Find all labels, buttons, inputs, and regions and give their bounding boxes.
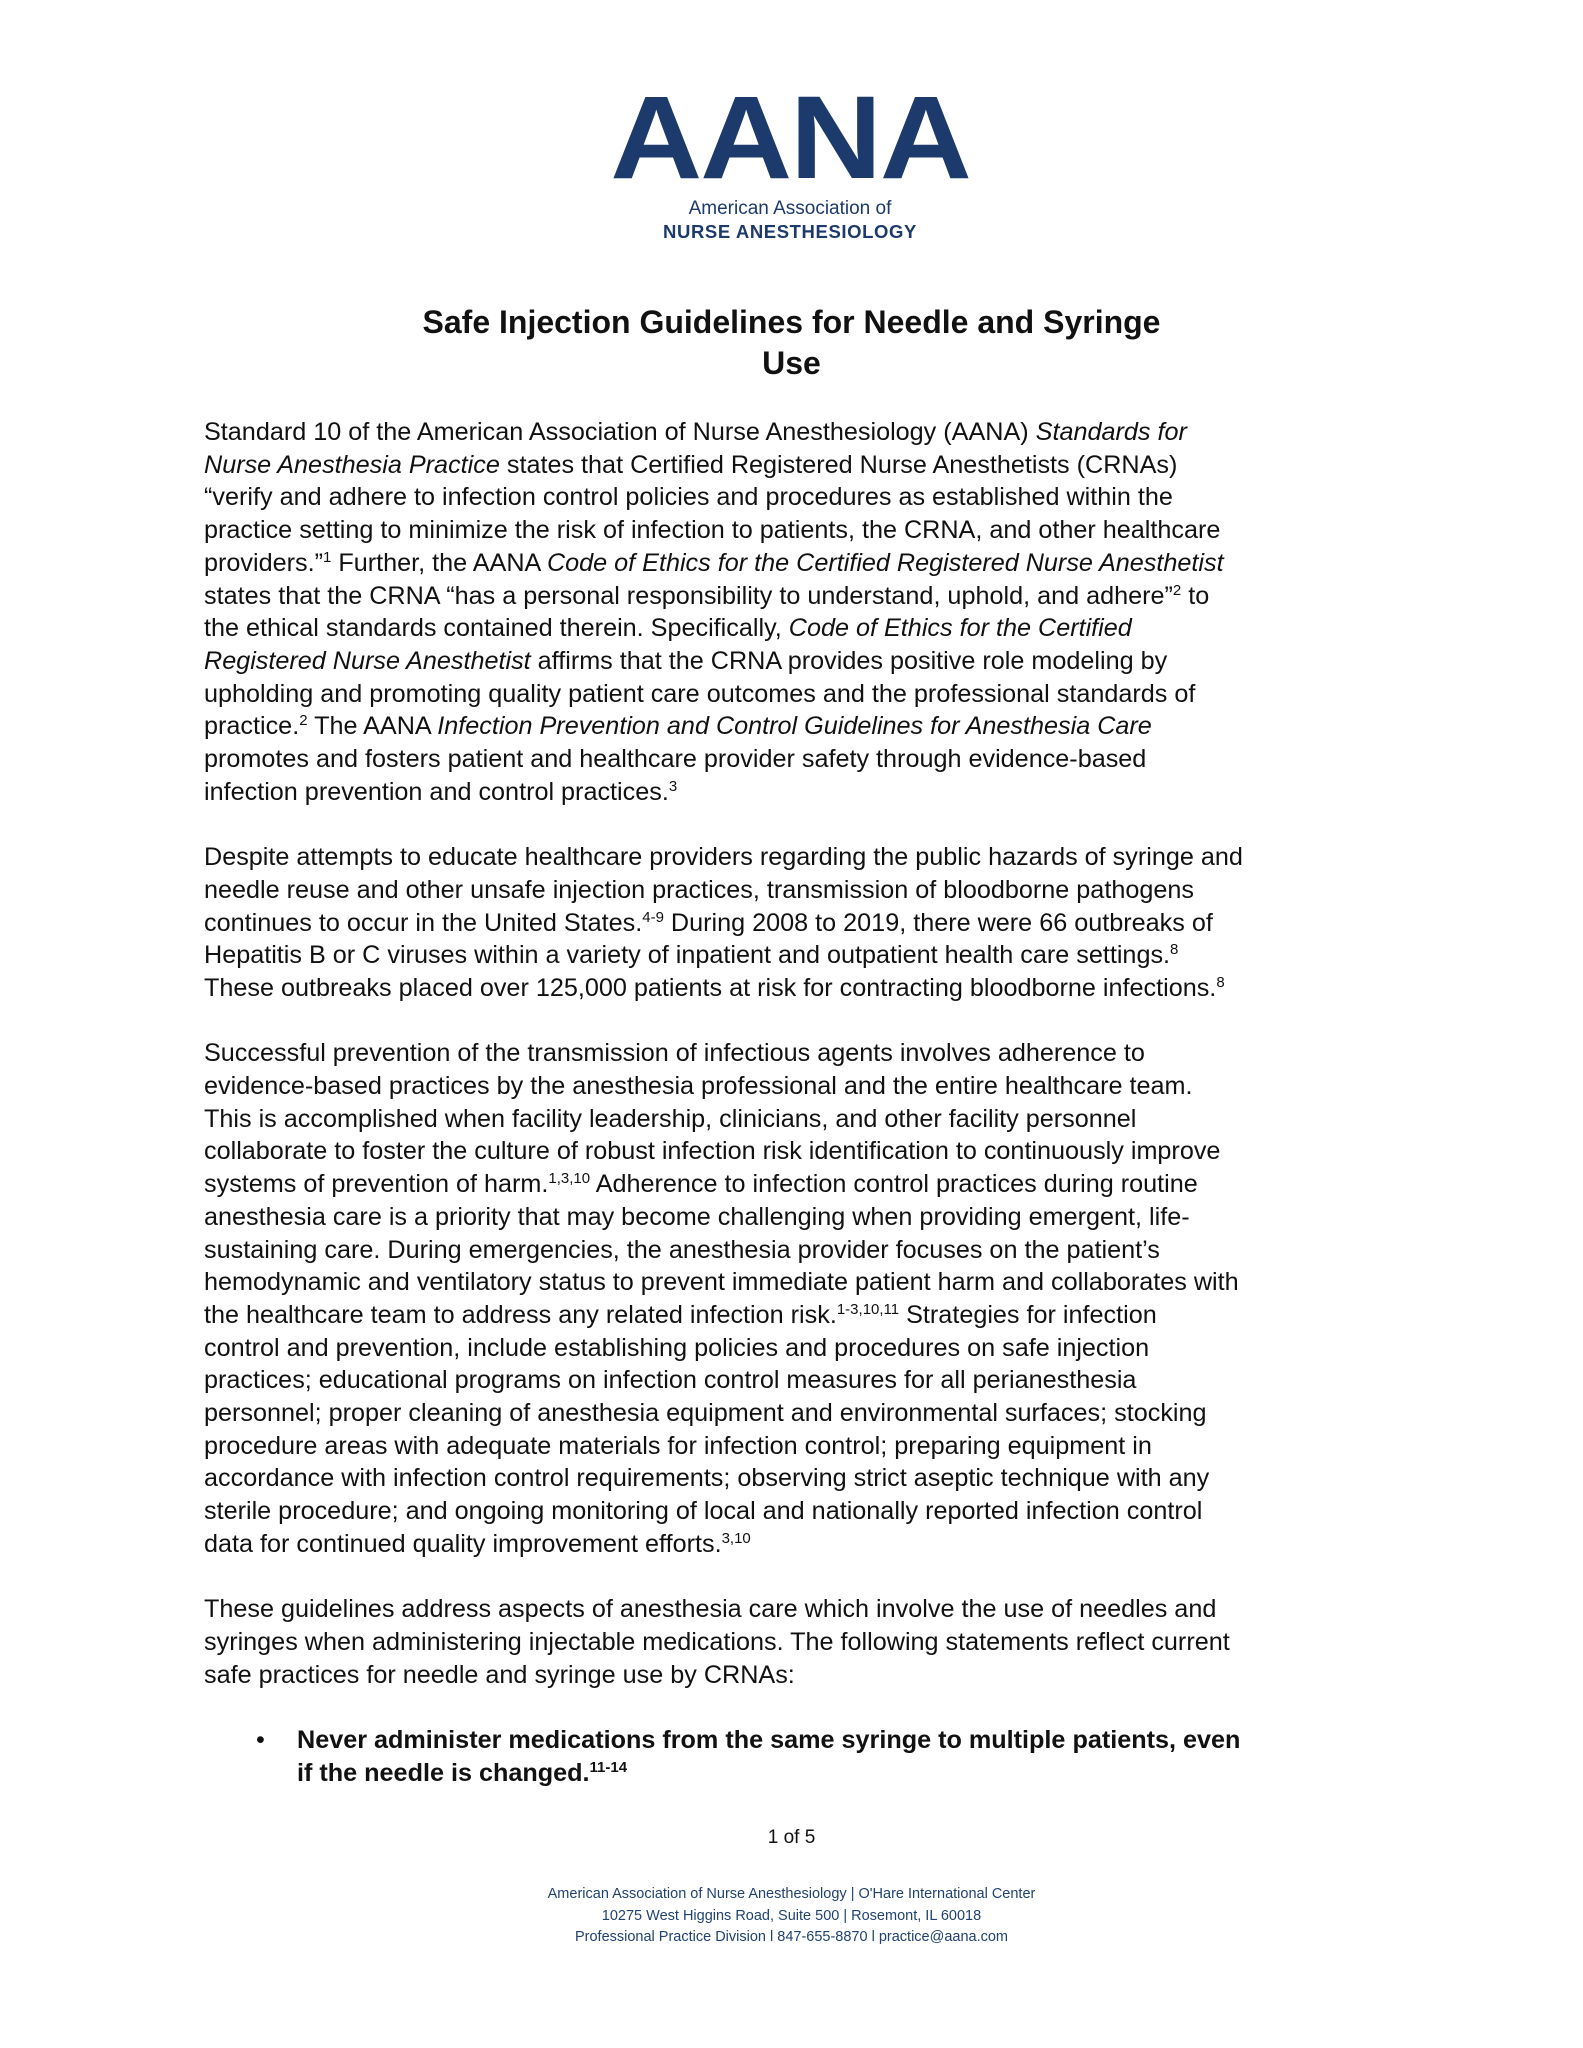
paragraph-line (204, 547, 1379, 580)
paragraph-line (204, 645, 1379, 678)
italic-title-text: Code of Ethics for the Certified (788, 614, 1132, 643)
paragraph-line (204, 907, 1379, 940)
body-text: Standard 10 of the American Association of Nurse Anesthesiology (AANA) (204, 418, 1036, 446)
logo-wordmark: AANA (610, 72, 970, 204)
citation-superscript: 11-14 (589, 1758, 628, 1776)
italic-title-text: Registered Nurse Anesthetist (204, 646, 531, 675)
body-text: sterile procedure; and ongoing monitoring of local and nationally reported infection control (204, 1497, 1203, 1526)
citation-superscript: 3,10 (721, 1529, 751, 1547)
citation-superscript: 8 (1170, 941, 1179, 959)
body-text: Despite attempts to educate healthcare providers regarding the public hazards of syringe and (204, 843, 1243, 872)
body-text: practice. (204, 712, 300, 741)
paragraph-line (204, 710, 1379, 743)
body-text: the healthcare team to address any related infection risk. (204, 1300, 837, 1329)
paragraph-line (204, 1626, 1379, 1659)
bullet-text: if the needle is changed. (297, 1758, 590, 1787)
paragraph-line (204, 1495, 1379, 1528)
body-text: data for continued quality improvement efforts. (204, 1529, 722, 1558)
citation-superscript: 4-9 (642, 908, 664, 926)
body-text: continues to occur in the United States. (204, 908, 643, 937)
citation-superscript: 1 (322, 548, 332, 566)
citation-superscript: 2 (1172, 581, 1182, 599)
paragraph-line (204, 1266, 1379, 1299)
citation-superscript: 1,3,10 (548, 1170, 591, 1188)
guideline-bullet-item (204, 1724, 1379, 1789)
paragraph-line (204, 874, 1379, 907)
paragraph-line (204, 1332, 1379, 1365)
body-text: hemodynamic and ventilatory status to prevent immediate patient harm and collaborates with (204, 1268, 1239, 1297)
paragraph-line (204, 1659, 1379, 1692)
paragraph-line (204, 1299, 1379, 1332)
paragraph-line (204, 1103, 1379, 1136)
aana-logo (610, 72, 970, 244)
paragraph-line (204, 449, 1379, 482)
paragraph-line (204, 1037, 1379, 1070)
guideline-bullet-list (204, 1724, 1379, 1789)
paragraph-line (204, 1201, 1379, 1234)
paragraph-line (204, 1364, 1379, 1397)
paragraph-line (204, 678, 1379, 711)
body-text: collaborate to foster the culture of robust infection risk identification to continuously improve (204, 1137, 1221, 1166)
citation-superscript: 8 (1216, 973, 1225, 991)
italic-title-text: Standards for (1035, 418, 1187, 446)
body-text: to (1181, 581, 1210, 610)
body-text: accordance with infection control requirements; observing strict aseptic technique with any (204, 1464, 1210, 1493)
page-number: 1 of 5 (767, 1827, 816, 1848)
footer-contact-line: Professional Practice Division l 847-655-8870 l practice@aana.com (574, 1929, 1009, 1945)
paragraph-line (204, 1462, 1379, 1495)
body-text: safe practices for needle and syringe use by CRNAs: (204, 1660, 795, 1689)
body-text: states that Certified Registered Nurse Anesthetists (CRNAs) (499, 450, 1178, 479)
body-text: states that the CRNA “has a personal responsibility to understand, uphold, and adhere” (204, 581, 1173, 610)
body-text: Hepatitis B or C viruses within a variety of inpatient and outpatient health care settings. (204, 941, 1171, 970)
body-text: practices; educational programs on infection control measures for all perianesthesia (204, 1366, 1137, 1395)
paragraph-line (204, 1430, 1379, 1463)
body-text: personnel; proper cleaning of anesthesia equipment and environmental surfaces; stocking (204, 1399, 1207, 1428)
footer-address-line: 10275 West Higgins Road, Suite 500 | Rosemont, IL 60018 (601, 1907, 982, 1924)
paragraph-line (204, 939, 1379, 972)
paragraph-line (204, 481, 1379, 514)
body-text: These outbreaks placed over 125,000 patients at risk for contracting bloodborne infections. (204, 973, 1217, 1002)
body-text: Successful prevention of the transmission of infectious agents involves adherence to (204, 1039, 1145, 1068)
body-text: infection prevention and control practices. (204, 777, 669, 806)
logo-subtitle-line2: NURSE ANESTHESIOLOGY (663, 221, 917, 242)
document-body (204, 416, 1379, 1789)
paragraph-line (204, 612, 1379, 645)
body-text: the ethical standards contained therein. Specifically, (204, 614, 789, 643)
body-paragraph (204, 1037, 1379, 1560)
body-text: providers.” (204, 548, 323, 577)
citation-superscript: 2 (299, 712, 308, 730)
body-text: anesthesia care is a priority that may become challenging when providing emergent, life- (204, 1202, 1190, 1231)
body-text: “verify and adhere to infection control policies and procedures as established within the (204, 483, 1173, 512)
italic-title-text: Infection Prevention and Control Guidelines for Anesthesia Care (437, 712, 1152, 741)
body-paragraph (204, 416, 1379, 808)
body-text: sustaining care. During emergencies, the anesthesia provider focuses on the patient’s (204, 1235, 1160, 1264)
body-text: control and prevention, include establishing policies and procedures on safe injection (204, 1333, 1150, 1362)
paragraph-line (204, 972, 1379, 1005)
body-text: needle reuse and other unsafe injection practices, transmission of bloodborne pathogens (204, 875, 1194, 904)
body-text: promotes and fosters patient and healthcare provider safety through evidence-based (204, 745, 1147, 774)
paragraph-line (204, 416, 1379, 449)
paragraph-line (204, 580, 1379, 613)
paragraph-line (204, 1593, 1379, 1626)
body-paragraph (204, 841, 1379, 1005)
paragraph-line (204, 1135, 1379, 1168)
paragraph-line (204, 841, 1379, 874)
citation-superscript: 3 (668, 777, 678, 795)
paragraph-line (204, 1070, 1379, 1103)
body-text: These guidelines address aspects of anesthesia care which involve the use of needles and (204, 1595, 1217, 1624)
italic-title-text: Code of Ethics for the Certified Registered Nurse Anesthetist (546, 548, 1224, 577)
paragraphs (204, 416, 1379, 1691)
body-text: Adherence to infection control practices during routine (590, 1170, 1198, 1199)
body-text: syringes when administering injectable medications. The following statements reflect current (204, 1627, 1230, 1656)
paragraph-line (204, 1234, 1379, 1267)
body-text: Strategies for infection (899, 1300, 1157, 1329)
paragraph-line (204, 1168, 1379, 1201)
citation-superscript: 1-3,10,11 (836, 1300, 900, 1318)
bullet-dot-icon: • (256, 1726, 265, 1755)
footer-organization-line: American Association of Nurse Anesthesiology | O'Hare International Center (547, 1886, 1036, 1902)
title-line-2: Use (762, 345, 821, 381)
body-text: upholding and promoting quality patient care outcomes and the professional standards of (204, 679, 1196, 708)
body-text: affirms that the CRNA provides positive role modeling by (530, 646, 1168, 675)
body-text: procedure areas with adequate materials for infection control; preparing equipment in (204, 1431, 1152, 1460)
paragraph-line (204, 743, 1379, 776)
bullet-text-line-2 (297, 1757, 1379, 1790)
body-text: evidence-based practices by the anesthesia professional and the entire healthcare team. (204, 1072, 1193, 1101)
body-text: This is accomplished when facility leadership, clinicians, and other facility personnel (204, 1104, 1137, 1133)
page-footer (0, 1884, 1583, 1949)
paragraph-line (204, 1528, 1379, 1561)
title-line-1: Safe Injection Guidelines for Needle and Syringe (422, 304, 1161, 340)
paragraph-line (204, 776, 1379, 809)
logo-subtitle-line1: American Association of (688, 198, 892, 219)
body-paragraph (204, 1593, 1379, 1691)
document-title (300, 302, 1283, 384)
body-text: The AANA (307, 712, 438, 741)
bullet-text-line-1: Never administer medications from the same syringe to multiple patients, even (297, 1726, 1241, 1755)
body-text: Further, the AANA (331, 548, 547, 577)
body-text: systems of prevention of harm. (204, 1170, 549, 1199)
paragraph-line (204, 1397, 1379, 1430)
italic-title-text: Nurse Anesthesia Practice (204, 450, 500, 479)
body-text: During 2008 to 2019, there were 66 outbreaks of (663, 908, 1213, 937)
paragraph-line (204, 514, 1379, 547)
body-text: practice setting to minimize the risk of infection to patients, the CRNA, and other healthcare (204, 516, 1221, 545)
